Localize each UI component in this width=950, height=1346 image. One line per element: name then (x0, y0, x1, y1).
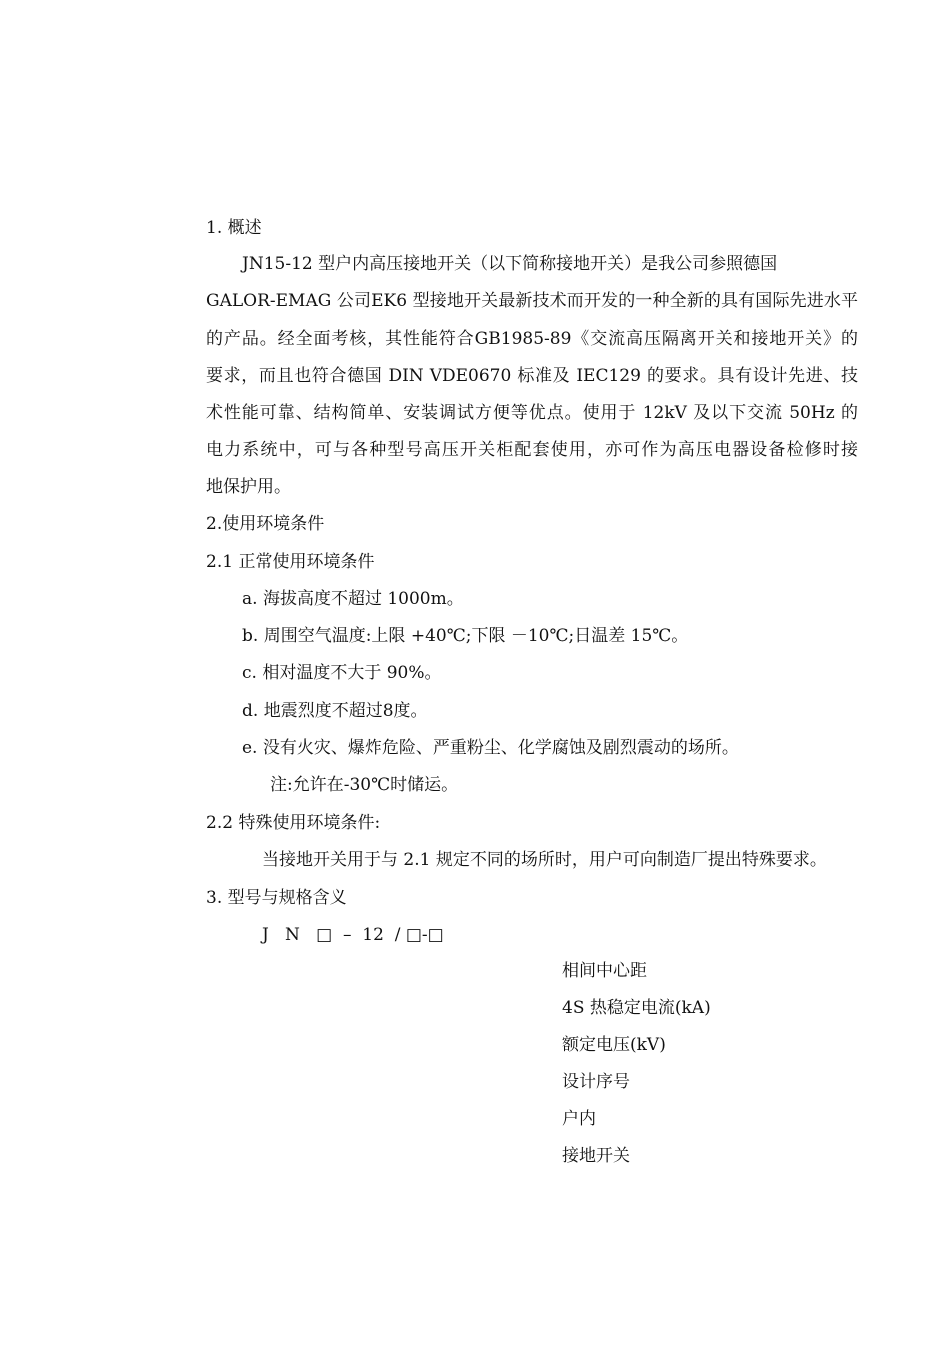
storage-note: 注:允许在-30℃时储运。 (270, 775, 459, 795)
paragraph-line: 要求，而且也符合德国 DIN VDE0670 标准及 IEC129 的要求。具有设计先进、技 (206, 366, 858, 386)
paragraph-line: 术性能可靠、结构简单、安装调试方便等优点。使用于 12kV 及以下交流 50Hz 的 (206, 403, 858, 423)
section2-2-heading: 2.2 特殊使用环境条件: (206, 813, 381, 833)
paragraph-line: JN15-12 型户内高压接地开关（以下简称接地开关）是我公司参照德国 (242, 254, 778, 274)
paragraph-line: 的产品。经全面考核，其性能符合GB1985-89《交流高压隔离开关和接地开关》的 (206, 329, 858, 349)
legend-thermal-current: 4S 热稳定电流(kA) (562, 998, 711, 1018)
condition-item-c: c. 相对温度不大于 90%。 (242, 663, 442, 683)
condition-item-d: d. 地震烈度不超过8度。 (242, 701, 428, 721)
legend-design-number: 设计序号 (562, 1072, 630, 1092)
section3-heading: 3. 型号与规格含义 (206, 888, 347, 908)
legend-rated-voltage: 额定电压(kV) (562, 1035, 666, 1055)
legend-earthing-switch: 接地开关 (562, 1146, 630, 1166)
condition-item-a: a. 海拔高度不超过 1000m。 (242, 589, 464, 609)
paragraph-line: 地保护用。 (206, 477, 291, 497)
paragraph-line: GALOR-EMAG 公司EK6 型接地开关最新技术而开发的一种全新的具有国际先进水平 (206, 291, 858, 311)
paragraph-line: 电力系统中，可与各种型号高压开关柜配套使用，亦可作为高压电器设备检修时接 (206, 440, 858, 460)
model-code: J N □ – 12 / □-□ (262, 925, 444, 945)
legend-phase-spacing: 相间中心距 (562, 961, 647, 981)
condition-item-e: e. 没有火灾、爆炸危险、严重粉尘、化学腐蚀及剧烈震动的场所。 (242, 738, 739, 758)
section2-1-heading: 2.1 正常使用环境条件 (206, 552, 375, 572)
special-conditions-text: 当接地开关用于与 2.1 规定不同的场所时，用户可向制造厂提出特殊要求。 (262, 850, 827, 870)
section1-heading: 1. 概述 (206, 218, 262, 238)
section2-heading: 2.使用环境条件 (206, 514, 325, 534)
condition-item-b: b. 周围空气温度:上限 +40℃;下限 －10℃;日温差 15℃。 (242, 626, 689, 646)
legend-indoor: 户内 (562, 1109, 596, 1129)
